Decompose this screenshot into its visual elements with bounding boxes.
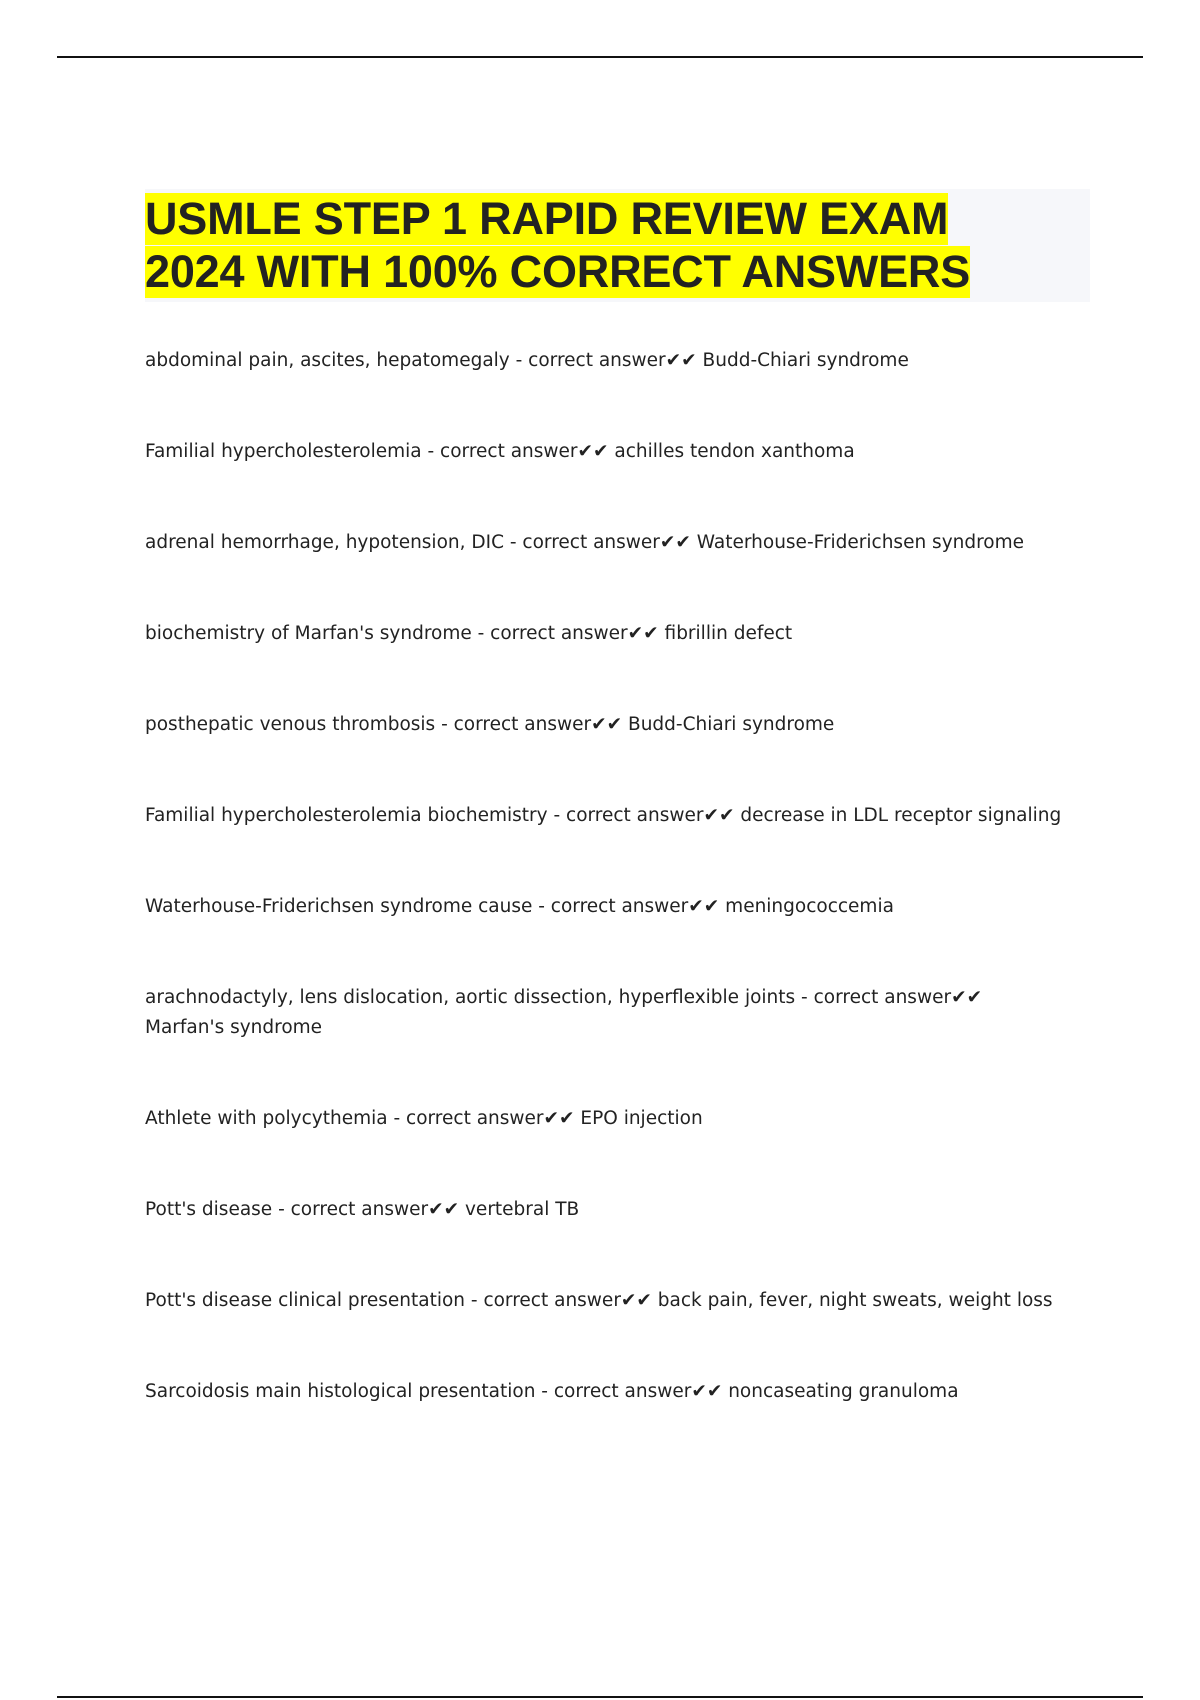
qa-item: Athlete with polycythemia - correct answer✔✔ EPO injection	[145, 1108, 703, 1129]
document-title-line-2: 2024 WITH 100% CORRECT ANSWERS	[145, 246, 971, 297]
qa-item: Pott's disease clinical presentation - correct answer✔✔ back pain, fever, night sweats, weight loss	[145, 1290, 1053, 1311]
qa-item: Pott's disease - correct answer✔✔ vertebral TB	[145, 1199, 580, 1220]
document-title-line-1: USMLE STEP 1 RAPID REVIEW EXAM	[145, 193, 949, 244]
qa-item: arachnodactyly, lens dislocation, aortic dissection, hyperflexible joints - correct answer✔✔ Marfan's syndrome	[145, 987, 983, 1038]
qa-item: Familial hypercholesterolemia biochemistry - correct answer✔✔ decrease in LDL receptor signaling	[145, 805, 1062, 826]
qa-item: biochemistry of Marfan's syndrome - correct answer✔✔ fibrillin defect	[145, 623, 793, 644]
qa-item: Sarcoidosis main histological presentation - correct answer✔✔ noncaseating granuloma	[145, 1381, 959, 1402]
qa-item: adrenal hemorrhage, hypotension, DIC - correct answer✔✔ Waterhouse-Friderichsen syndrome	[145, 532, 1025, 553]
qa-item: Waterhouse-Friderichsen syndrome cause - correct answer✔✔ meningococcemia	[145, 896, 894, 917]
qa-list	[145, 346, 1065, 1468]
page-top-rule	[57, 56, 1143, 58]
page-bottom-rule	[57, 1696, 1143, 1698]
qa-item: posthepatic venous thrombosis - correct answer✔✔ Budd-Chiari syndrome	[145, 714, 835, 735]
qa-item: Familial hypercholesterolemia - correct answer✔✔ achilles tendon xanthoma	[145, 441, 855, 462]
qa-item: abdominal pain, ascites, hepatomegaly - correct answer✔✔ Budd-Chiari syndrome	[145, 350, 909, 371]
